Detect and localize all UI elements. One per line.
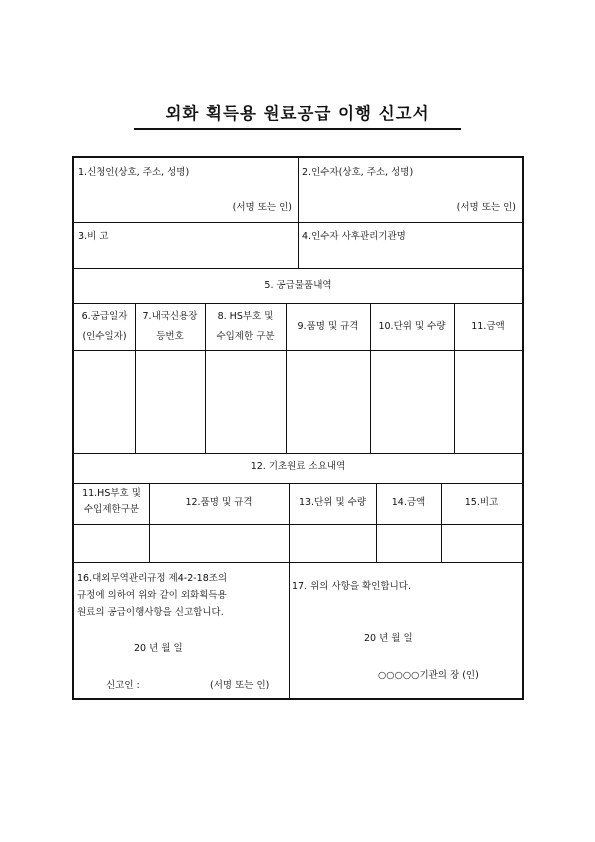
supply-header-hs: 8. HS부호 및 [217, 311, 274, 322]
col-divider-bottom [289, 562, 290, 698]
supply-header-qty: 10.단위 및 수량 [378, 321, 446, 332]
declaration-line1: 16.대외무역관리규정 제4-2-18조의 [77, 573, 228, 584]
recipient-sign: (서명 또는 인) [456, 202, 516, 213]
declaration-line3: 원료의 공급이행사항을 신고합니다. [77, 607, 224, 618]
supply-header-credit-sub: 등번호 [156, 331, 184, 342]
applicant-label: 1.신청인(상호, 주소, 성명) [78, 167, 190, 178]
col-divider-b4 [441, 483, 442, 562]
col-divider-b2 [289, 483, 290, 562]
row-divider-7 [74, 524, 522, 525]
col-divider-b1 [149, 483, 150, 562]
applicant-sign: (서명 또는 인) [232, 202, 292, 213]
col-divider-s1 [135, 303, 136, 453]
supply-header-date-sub: (인수일자) [82, 331, 127, 342]
declaration-line2: 규정에 의하여 위와 같이 외화획득용 [77, 590, 227, 601]
title-underline [134, 128, 461, 130]
row-divider-8 [74, 562, 522, 563]
form-title: 외화 획득용 원료공급 이행 신고서 [165, 104, 430, 123]
recipient-label: 2.인수자(상호, 주소, 성명) [302, 167, 414, 178]
basic-header-amount: 14.금액 [391, 497, 426, 508]
declaration-form [72, 156, 524, 700]
supply-header-credit: 7.내국신용장 [142, 311, 198, 322]
basic-header-item: 12.품명 및 규격 [185, 497, 253, 508]
confirmation-date: 20 년 월 일 [364, 633, 413, 644]
basic-header-hs: 11.HS부호 및 [82, 488, 141, 499]
declaration-date: 20 년 월 일 [134, 643, 183, 654]
supply-header-item: 9.품명 및 규격 [297, 321, 359, 332]
declaration-sign: (서명 또는 인) [210, 680, 270, 691]
supply-header-date: 6.공급일자 [81, 311, 128, 322]
remarks-label: 3.비 고 [78, 231, 109, 242]
col-divider-b3 [376, 483, 377, 562]
confirmation-agency: ○○○○○기관의 장 (인) [378, 670, 479, 681]
row-divider-6 [74, 483, 522, 484]
col-divider-top [298, 158, 299, 268]
basic-header-remarks: 15.비고 [464, 497, 499, 508]
confirmation-line1: 17. 위의 사항을 확인합니다. [292, 581, 411, 592]
basic-heading: 12. 기초원료 소요내역 [250, 461, 346, 472]
supply-header-amount: 11.금액 [471, 321, 505, 332]
basic-header-hs-sub: 수입제한구분 [83, 504, 140, 515]
row-divider-5 [74, 453, 522, 454]
basic-header-qty: 13.단위 및 수량 [298, 497, 367, 508]
col-divider-s2 [205, 303, 206, 453]
agency-label: 4.인수자 사후관리기관명 [302, 231, 406, 242]
row-divider-2 [74, 268, 522, 269]
supply-header-hs-sub: 수입제한 구분 [216, 331, 275, 342]
declaration-signer: 신고인 : [106, 680, 140, 691]
supply-heading: 5. 공급물품내역 [264, 280, 332, 291]
